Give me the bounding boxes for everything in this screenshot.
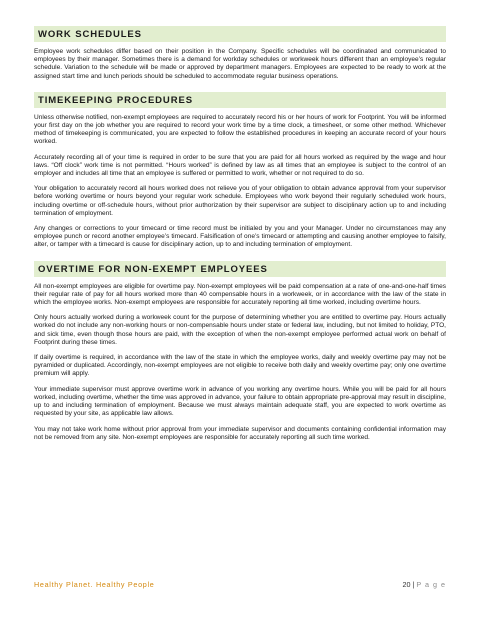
section-title: OVERTIME FOR NON-EXEMPT EMPLOYEES [38,263,268,275]
paragraph: You may not take work home without prior approval from your immediate supervisor and documents containing confidential information may not be removed from any site. Non-exempt employees are responsible for accurately reporting all such time worked. [34,425,446,441]
section-timekeeping-procedures [34,92,446,250]
section-title: WORK SCHEDULES [38,29,142,40]
section-overtime-non-exempt [34,261,446,442]
page-label: P a g e [416,580,446,589]
paragraph: Unless otherwise notified, non-exempt employees are required to accurately record his or her hours of work for Footprint. You will be informed your first day on the job whether you are required to record your work time by a time clock, a timesheet, or some other method. Whichever method of timekeeping is communicated, you are expected to follow the established procedures in keeping an accurate record of your hours worked. [34,113,446,146]
section-header [34,92,446,108]
paragraph: If daily overtime is required, in accordance with the law of the state in which the employee works, daily and weekly overtime pay may not be pyramided or duplicated. Accordingly, non-exempt employees are not eligible to receive both daily and weekly overtime pay; only one overtime premium will apply. [34,354,446,378]
page-separator: | [412,580,415,589]
paragraph: Employee work schedules differ based on their position in the Company. Specific schedules will be coordinated and communicated to employees by their manager. Sometimes there is a demand for workday schedules or workweek hours different than an employee’s regular schedule. Variation to the schedule will be made or approved by department managers. Employees are expected to be ready to work at the assigned start time and lunch periods should be scheduled to accommodate regular business operations. [34,48,446,80]
page-number: 20 [402,580,411,589]
paragraph: Your obligation to accurately record all hours worked does not relieve you of your obligation to obtain advance approval from your supervisor before working overtime or hours beyond your regular work schedule. Employees who work beyond their regularly scheduled work hours, including overtime or off-schedule hours, without prior authorization by their supervisor are subject to disciplinary action up to and including termination of employment. [34,185,446,217]
paragraph: Any changes or corrections to your timecard or time record must be initialed by you and your Manager. Under no circumstances may any employee punch or record another employee’s timecard. Falsification of one’s timecard or attempting and causing another employee to falsify, alter, or tamper with a timecard is cause for disciplinary action, up to and including termination of employment. [34,225,446,249]
section-work-schedules [34,26,446,81]
document-body [34,26,446,453]
page-footer [34,580,446,589]
page-number-block [402,580,446,589]
paragraph: All non-exempt employees are eligible for overtime pay. Non-exempt employees will be paid compensation at a rate of one-and-one-half times their regular rate of pay for all hours worked more than 40 compensable hours in a workweek, or in accordance with the law of the state in which the employee works. Non-exempt employees are responsible for accurately reporting all time worked, including overtime hours. [34,282,446,307]
footer-tagline: Healthy Planet. Healthy People [34,580,155,589]
paragraph: Accurately recording all of your time is required in order to be sure that you are paid for all hours worked as required by the wage and hour laws. “Off clock” work time is not permitted. “Hours worked” is defined by law as all times that an employee is subject to the control of an employer and includes all time that an employee is suffered or permitted to work, whether or not required to do so. [34,153,446,178]
paragraph: Only hours actually worked during a workweek count for the purpose of determining whether you are entitled to overtime pay. Hours actually worked do not include any non-working hours or non-compensable hours under state or federal law, including, but not limited to holiday, PTO, and sick time, even though those hours are paid, with the exception of when the non-exempt employee performed actual work on behalf of Footprint during these times. [34,314,446,346]
section-header [34,26,446,42]
section-title: TIMEKEEPING PROCEDURES [38,94,193,106]
section-header [34,261,446,277]
paragraph: Your immediate supervisor must approve overtime work in advance of you working any overtime hours. While you will be paid for all hours worked, including overtime, whether the time was approved in advance, your failure to obtain appropriate pre-approval may result in discipline, up to and including termination of employment. Because we must always maintain adequate staff, you are expected to work overtime as requested by your site, as applicable law allows. [34,385,446,418]
